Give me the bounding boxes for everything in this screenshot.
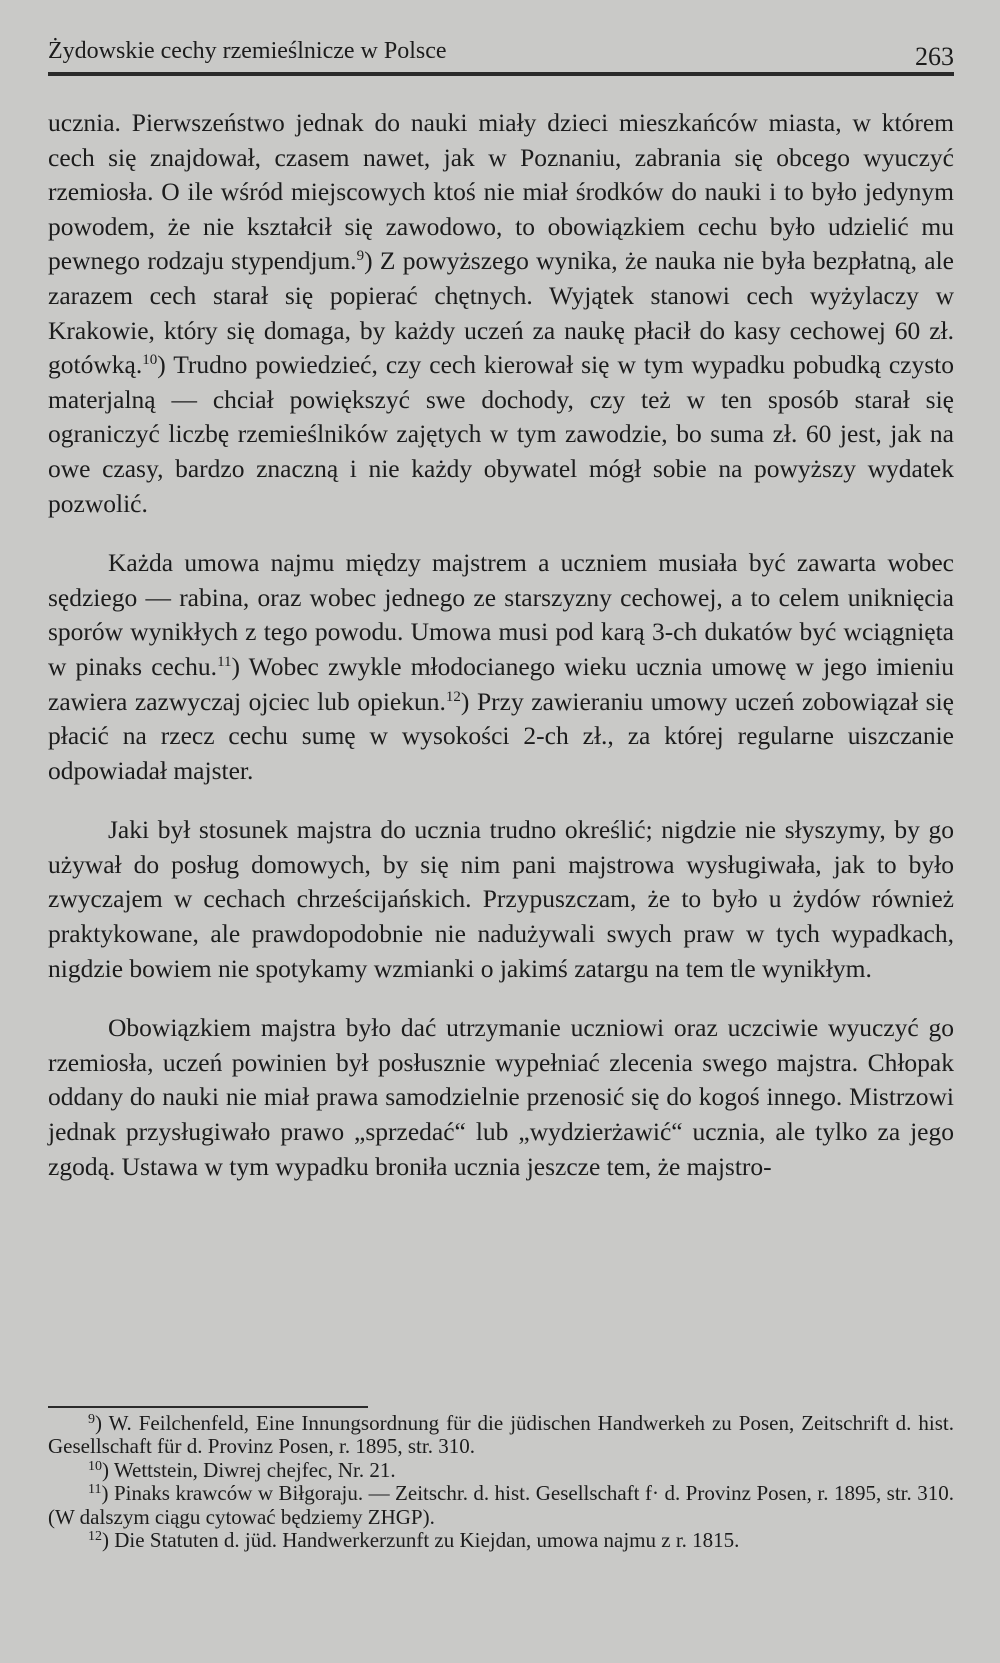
paragraph-3: Jaki był stosunek majstra do ucznia trudno określić; nigdzie nie słyszymy, by go używał do posług domowych, by się nim pani majstrowa wysługiwała, jak to było zwyczajem w cechach chrześcijańskich. Przypuszczam, że to było u żydów również praktykowane, ale prawdopodobnie nie nadużywali swych praw w tych wypadkach, nigdzie bowiem nie spotykamy wzmianki o jakimś zatargu na tem tle wynikłym. [48, 815, 954, 983]
footnote-rule [48, 1406, 368, 1408]
footnote-ref-11: 11 [217, 653, 232, 670]
body-text [48, 106, 954, 1209]
footnote-marker: 9 [88, 1412, 95, 1427]
paragraph-2-text-c: ) Przy zawieraniu umowy uczeń zobowiązał się płacić na rzecz cechu sumę w wysokości 2-ch zł., za której regularne uiszczanie odpowiadał majster. [48, 686, 954, 785]
footnote-marker: 12 [88, 1529, 102, 1545]
paragraph-1-text-b: ) Z powyższego wynika, że nauka nie była bezpłatną, ale zarazem cech starał się popierać chętnych. Wyjątek stanowi cech wyżylaczy w Krakowie, który się domaga, by każdy uczeń za naukę płacił do kasy cechowej 60 zł. gotówką. [48, 246, 954, 380]
footnote-text: ) W. Feilchenfeld, Eine Innungsordnung für die jüdischen Handwerkeh zu Posen, Zeitschrift d. hist. Gesellschaft für d. Provinz Posen, r. 1895, str. 310. [48, 1411, 954, 1459]
footnote-text: ) Die Statuten d. jüd. Handwerkerzunft zu Kiejdan, umowa najmu z r. 1815. [102, 1528, 740, 1553]
footnote [48, 1482, 954, 1529]
paragraph-4: Obowiązkiem majstra było dać utrzymanie uczniowi oraz uczciwie wyuczyć go rzemiosła, uczeń powinien był posłusznie wypełniać zlecenia swego majstra. Chłopak oddany do nauki nie miał prawa samodzielnie przenosić się do kogoś innego. Mistrzowi jednak przysługiwało prawo „sprzedać“ lub „wydzierżawić“ ucznia, ale tylko za jego zgodą. Ustawa w tym wypadku broniła ucznia jeszcze tem, że majstro- [48, 1013, 954, 1181]
paragraph-1 [48, 106, 954, 521]
paragraph-1-text-c: ) Trudno powiedzieć, czy cech kierował się w tym wypadku pobudką czysto materjalną — chciał powiększyć swe dochody, czy też w ten sposób starał się ograniczyć liczbę rzemieślników zajętych w tym zawodzie, bo suma zł. 60 jest, jak na owe czasy, bardzo znaczną i nie każdy obywatel mógł sobie na powyższy wydatek pozwolić. [48, 350, 954, 518]
running-title: Żydowskie cechy rzemieślnicze w Polsce [48, 38, 447, 64]
footnote-marker: 11 [88, 1482, 102, 1498]
footnote-ref-10: 10 [142, 352, 158, 369]
page-header [48, 36, 954, 76]
paragraph-1-text-a: ucznia. Pierwszeństwo jednak do nauki miały dzieci mieszkańców miasta, w którem cech się znajdował, czasem nawet, jak w Poznaniu, zabrania się obcego wyuczyć rzemiosła. O ile wśród miejscowych ktoś nie miał środków do nauki i to było jedynym powodem, że nie kształcił się zawodowo, to obowiązkiem cechu było udzielić mu pewnego rodzaju stypendjum. [48, 108, 954, 276]
footnote-marker: 10 [88, 1458, 102, 1474]
page-number: 263 [915, 42, 954, 71]
header-rule [48, 72, 954, 76]
footnotes [48, 1412, 954, 1552]
paragraph-2-text-a: Każda umowa najmu między majstrem a uczniem musiała być zawarta wobec sędziego — rabina, oraz wobec jednego ze starszyzny cechowej, a to celem uniknięcia sporów wynikłych z tego powodu. Umowa musi pod karą 3-ch dukatów być wciągnięta w pinaks cechu. [48, 548, 954, 681]
footnote [48, 1412, 954, 1459]
footnote-text: ) Wettstein, Diwrej chejfec, Nr. 21. [102, 1457, 396, 1482]
footnote [48, 1459, 954, 1482]
footnote-ref-12: 12 [445, 688, 461, 705]
footnote-text: ) Pinaks krawców w Biłgoraju. — Zeitschr. d. hist. Gesellschaft f· d. Provinz Posen, r. 1895, str. 310. (W dalszym ciągu cytować będziemy ZHGP). [48, 1481, 954, 1529]
footnote-ref-9: 9 [356, 248, 365, 265]
paragraph-2-text-b: ) Wobec zwykle młodocianego wieku ucznia umowę w jego imieniu zawiera zazwyczaj ojciec lub opiekun. [48, 651, 954, 716]
footnote [48, 1529, 954, 1552]
paragraph-2 [48, 546, 954, 788]
